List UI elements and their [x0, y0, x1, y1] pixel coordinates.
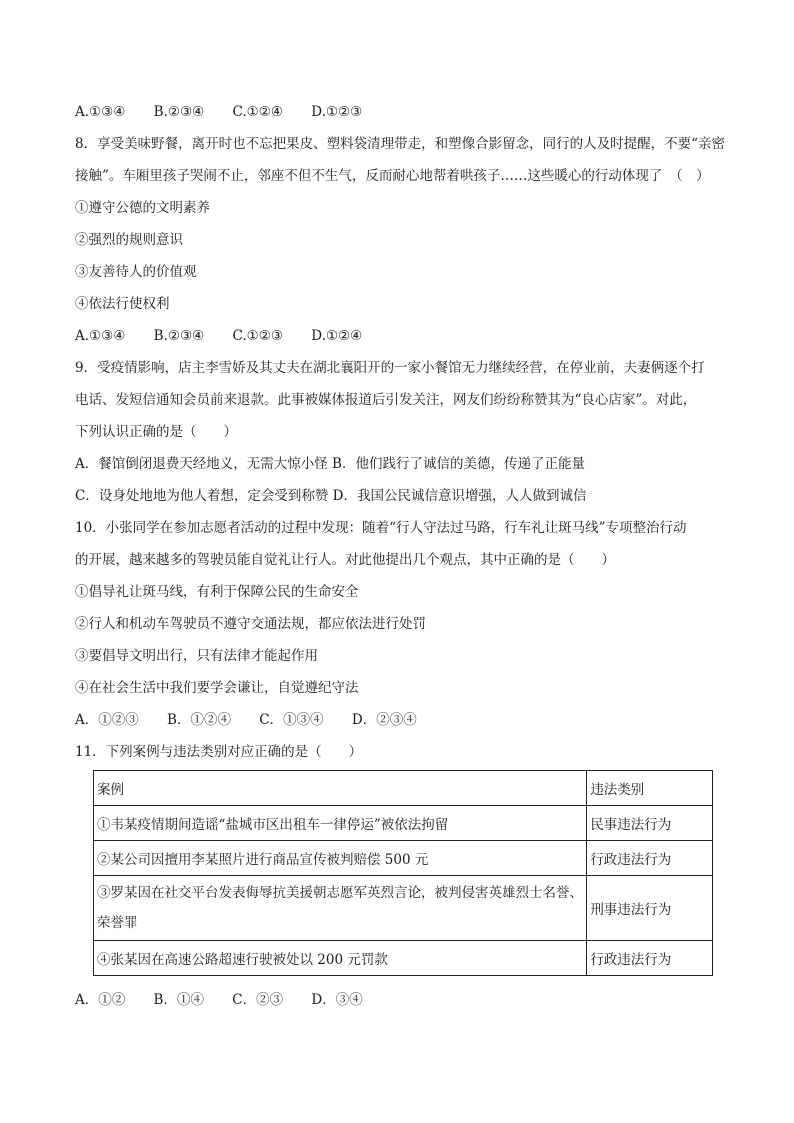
table-cell-case: ④张某因在高速公路超速行驶被处以 200 元罚款: [94, 941, 587, 976]
q11-stem: 11．下列案例与违法类别对应正确的是（ ）: [75, 744, 363, 760]
q10-option-b: B．①②④: [167, 712, 231, 728]
q10-item-1: ①倡导礼让斑马线，有利于保障公民的生命安全: [75, 584, 359, 600]
q10-item-3: ③要倡导文明出行，只有法律才能起作用: [75, 648, 318, 664]
q8-option-b: B.②③④: [153, 328, 205, 344]
q8-item-4: ④依法行使权利: [75, 296, 170, 312]
table-cell-category: 刑事违法行为: [587, 876, 713, 941]
q11-option-b: B．①④: [153, 992, 204, 1008]
table-cell-case: ②某公司因擅用李某照片进行商品宣传被判赔偿 500 元: [94, 841, 587, 876]
q9-stem-line1: 9．受疫情影响，店主李雪娇及其丈夫在湖北襄阳开的一家小餐馆无力继续经营，在停业前，夫妻俩逐个打: [75, 360, 705, 376]
table-header-row: [94, 771, 713, 806]
q10-option-c: C．①③④: [259, 712, 324, 728]
q8-option-c: C.①②③: [232, 328, 283, 344]
q10-option-d: D．②③④: [351, 712, 417, 728]
q8-item-1: ①遵守公德的文明素养: [75, 200, 210, 216]
q11-options: [75, 984, 725, 1016]
q8-item-3: ③友善待人的价值观: [75, 264, 197, 280]
q10-stem-line2: 的开展，越来越多的驾驶员能自觉礼让行人。对此他提出几个观点，其中正确的是（ ）: [75, 552, 615, 568]
q7-option-d: D.①②③: [311, 104, 363, 120]
q8-options: [75, 320, 725, 352]
table-row: [94, 876, 713, 941]
exam-page: [75, 96, 725, 1016]
q11-option-c: C．②③: [232, 992, 284, 1008]
q8-stem-line1: 8．享受美味野餐，离开时也不忘把果皮、塑料袋清理带走，和塑像合影留念，同行的人及时提醒，不要“亲密: [75, 136, 725, 152]
q8-option-a: A.①③④: [75, 328, 126, 344]
table-cell-category: 行政违法行为: [587, 841, 713, 876]
q9-stem-line3: 下列认识正确的是（ ）: [75, 424, 237, 440]
q8-option-d: D.①②④: [311, 328, 363, 344]
q9-options-ab: A．餐馆倒闭退费天经地义，无需大惊小怪 B．他们践行了诚信的美德，传递了正能量: [75, 456, 585, 472]
q11-table: [93, 770, 713, 976]
table-cell-category: 民事违法行为: [587, 806, 713, 841]
q7-options: [75, 96, 725, 128]
q11-option-a: A．①②: [75, 992, 126, 1008]
q9-stem-line2: 电话、发短信通知会员前来退款。此事被媒体报道后引发关注，网友们纷纷称赞其为“良心店家”。对此，: [75, 392, 697, 408]
table-row: [94, 806, 713, 841]
q8-stem-line2: 接触”。车厢里孩子哭闹不止，邻座不但不生气，反而耐心地帮着哄孩子……这些暖心的行动体现了 （ ）: [75, 168, 710, 184]
table-cell-case: ①韦某疫情期间造谣“盐城市区出租车一律停运”被依法拘留: [94, 806, 587, 841]
q10-stem-line1: 10．小张同学在参加志愿者活动的过程中发现：随着“行人守法过马路，行车礼让斑马线”专项整治行动: [75, 520, 687, 536]
q7-option-b: B.②③④: [153, 104, 205, 120]
q7-option-c: C.①②④: [232, 104, 283, 120]
q10-options: [75, 704, 725, 736]
table-header-category: 违法类别: [587, 771, 713, 806]
table-cell-category: 行政违法行为: [587, 941, 713, 976]
q10-item-2: ②行人和机动车驾驶员不遵守交通法规，都应依法进行处罚: [75, 616, 426, 632]
q10-item-4: ④在社会生活中我们要学会谦让，自觉遵纪守法: [75, 680, 359, 696]
q11-option-d: D．③④: [311, 992, 363, 1008]
table-header-case: 案例: [94, 771, 587, 806]
table-cell-case: ③罗某因在社交平台发表侮辱抗美援朝志愿军英烈言论，被判侵害英雄烈士名誉、荣誉罪: [94, 876, 587, 941]
q10-option-a: A．①②③: [75, 712, 139, 728]
q8-item-2: ②强烈的规则意识: [75, 232, 183, 248]
q9-options-cd: C．设身处地地为他人着想，定会受到称赞 D．我国公民诚信意识增强，人人做到诚信: [75, 488, 587, 504]
q7-option-a: A.①③④: [75, 104, 126, 120]
table-row: [94, 841, 713, 876]
table-row: [94, 941, 713, 976]
